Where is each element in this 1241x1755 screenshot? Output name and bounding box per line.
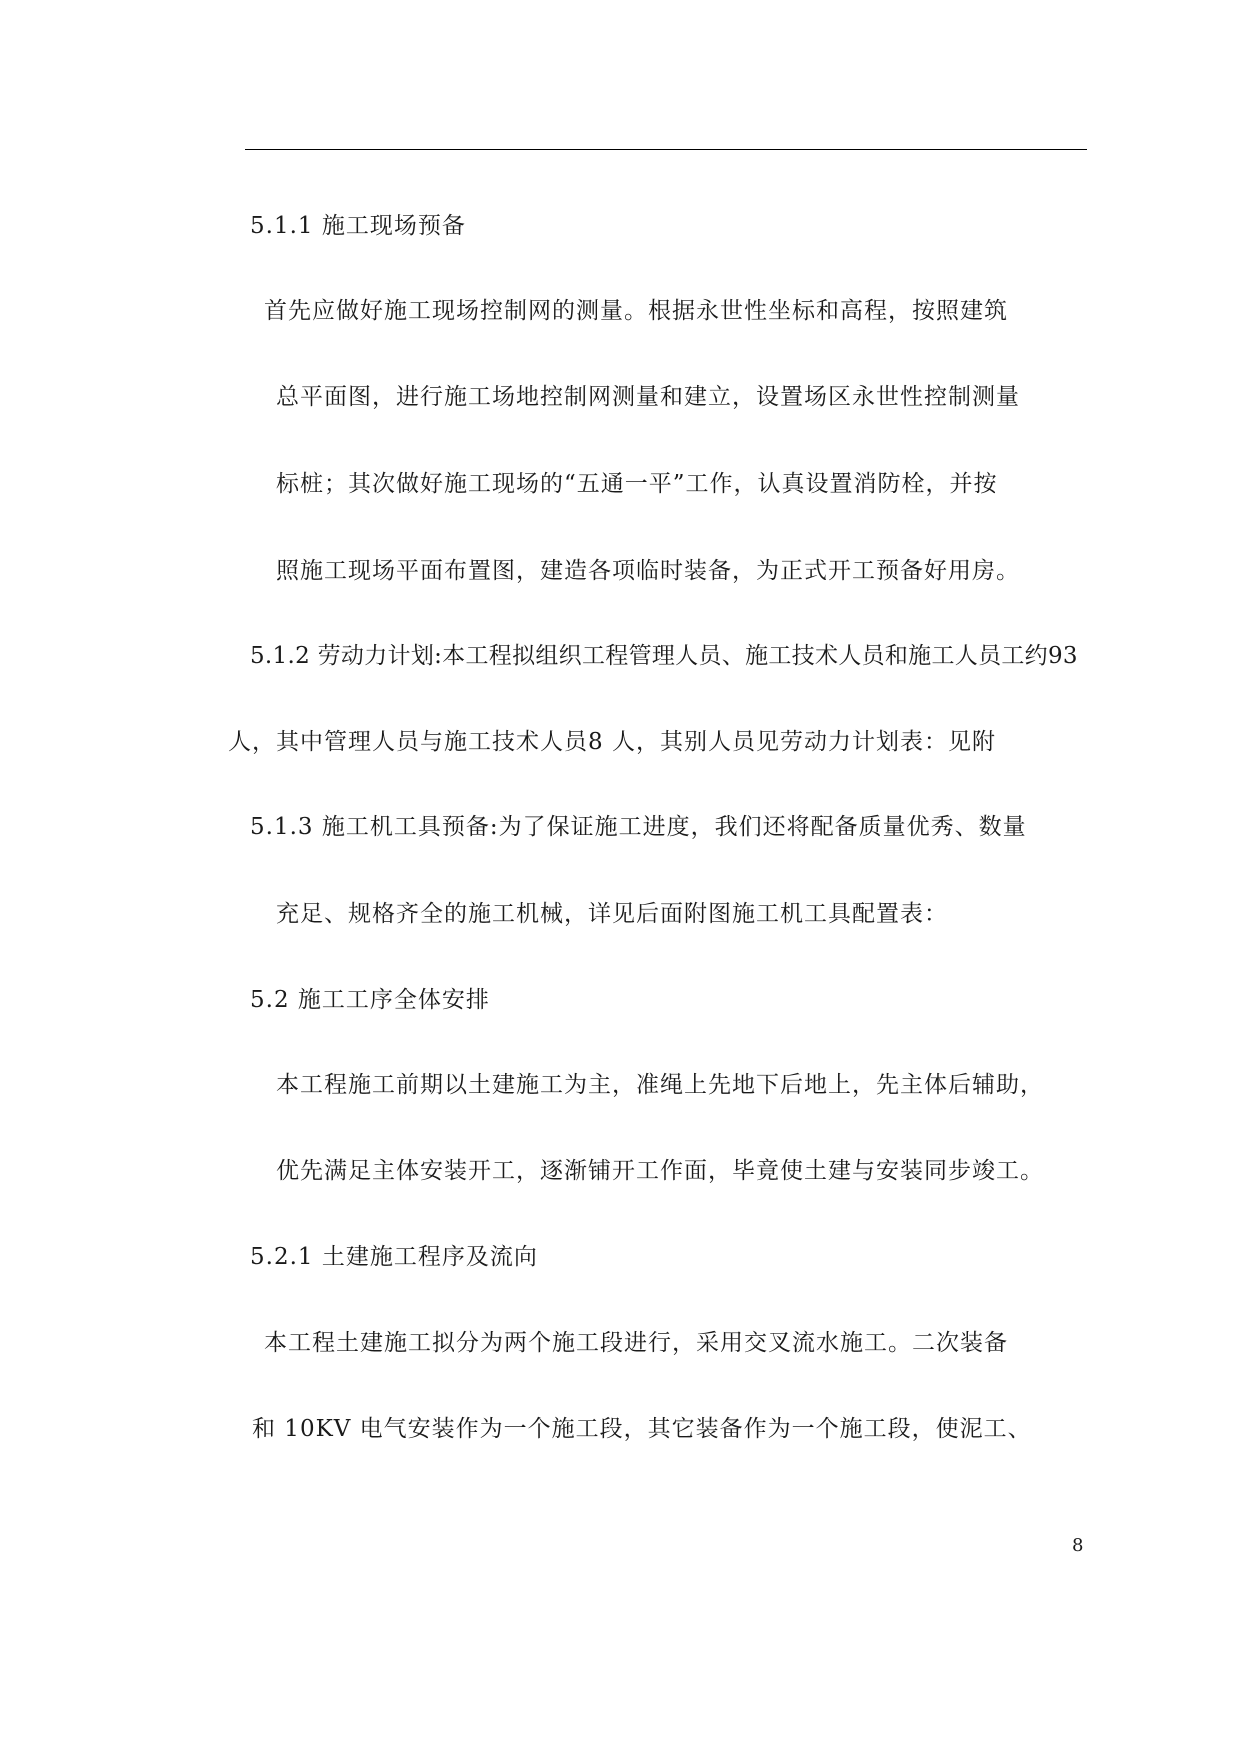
paragraph-line: 总平面图，进行施工场地控制网测量和建立，设置场区永世性控制测量 [276,384,1020,410]
paragraph-line: 和 10KV 电气安装作为一个施工段，其它装备作为一个施工段，使泥工、 [252,1416,1032,1442]
paragraph-line: 充足、规格齐全的施工机械，详见后面附图施工机工具配置表： [276,901,948,927]
paragraph-line: 人，其中管理人员与施工技术人员8 人，其别人员见劳动力计划表：见附 [228,729,996,755]
paragraph-line: 本工程土建施工拟分为两个施工段进行，采用交叉流水施工。二次装备 [264,1330,1008,1356]
paragraph-line: 首先应做好施工现场控制网的测量。根据永世性坐标和高程，按照建筑 [264,298,1008,324]
page-number: 8 [1072,1535,1084,1556]
heading-5-1-3: 5.1.3 施工机工具预备:为了保证施工进度，我们还将配备质量优秀、数量 [250,814,1027,840]
heading-5-1-1: 5.1.1 施工现场预备 [250,213,466,239]
heading-5-2-1: 5.2.1 土建施工程序及流向 [250,1244,538,1270]
paragraph-line: 本工程施工前期以土建施工为主，准绳上先地下后地上，先主体后辅助， [276,1072,1044,1098]
heading-5-2: 5.2 施工工序全体安排 [250,987,490,1013]
paragraph-line: 优先满足主体安装开工，逐渐铺开工作面，毕竟使土建与安装同步竣工。 [276,1158,1044,1184]
heading-5-1-2: 5.1.2 劳动力计划:本工程拟组织工程管理人员、施工技术人员和施工人员工约93 [250,643,1078,669]
header-rule [245,149,1087,150]
paragraph-line: 标桩；其次做好施工现场的“五通一平”工作，认真设置消防栓，并按 [276,471,998,497]
paragraph-line: 照施工现场平面布置图，建造各项临时装备，为正式开工预备好用房。 [276,558,1020,584]
